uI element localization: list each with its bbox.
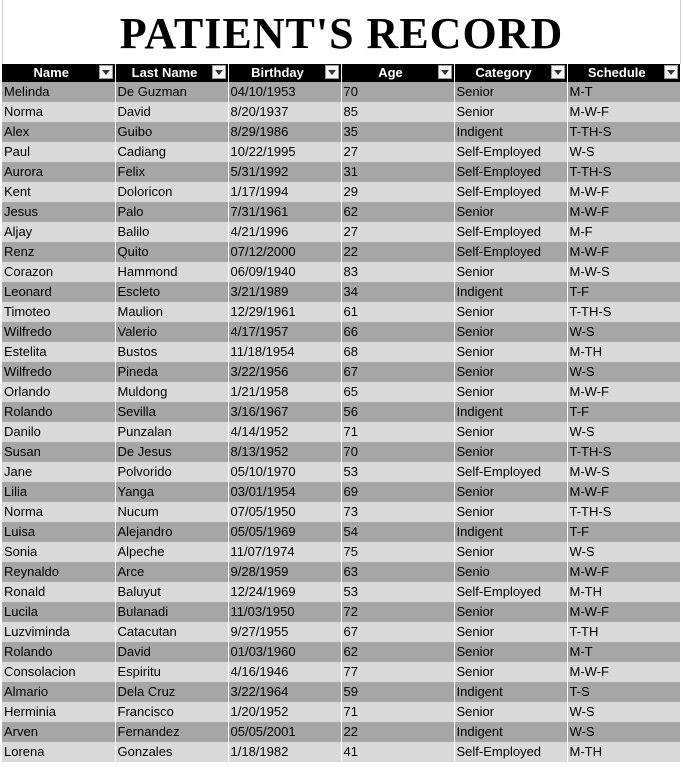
cell-name[interactable]: Alex: [2, 122, 115, 142]
cell-last-name[interactable]: Polvorido: [115, 462, 228, 482]
table-row: [2, 502, 680, 522]
cell-category[interactable]: Senior: [454, 362, 567, 382]
table-row: [2, 102, 680, 122]
table-row: [2, 642, 680, 662]
table-row: [2, 342, 680, 362]
cell-age[interactable]: 31: [341, 162, 454, 182]
cell-schedule[interactable]: M-W-F: [567, 242, 680, 262]
cell-schedule[interactable]: M-W-F: [567, 562, 680, 582]
cell-schedule[interactable]: T-F: [567, 522, 680, 542]
cell-last-name[interactable]: Maulion: [115, 302, 228, 322]
table-row: [2, 242, 680, 262]
table-row: [2, 122, 680, 142]
column-header-age: [341, 64, 454, 82]
cell-birthday[interactable]: 8/29/1986: [228, 122, 341, 142]
cell-age[interactable]: 63: [341, 562, 454, 582]
cell-name[interactable]: Norma: [2, 102, 115, 122]
cell-name[interactable]: Almario: [2, 682, 115, 702]
cell-category[interactable]: Senior: [454, 322, 567, 342]
cell-category[interactable]: Self-Employed: [454, 742, 567, 762]
cell-birthday[interactable]: 07/05/1950: [228, 502, 341, 522]
cell-last-name[interactable]: Bustos: [115, 342, 228, 362]
cell-name[interactable]: Orlando: [2, 382, 115, 402]
filter-dropdown-button-schedule[interactable]: [664, 65, 678, 79]
cell-age[interactable]: 53: [341, 462, 454, 482]
cell-last-name[interactable]: Punzalan: [115, 422, 228, 442]
cell-birthday[interactable]: 05/05/1969: [228, 522, 341, 542]
cell-category[interactable]: Indigent: [454, 722, 567, 742]
cell-age[interactable]: 56: [341, 402, 454, 422]
cell-last-name[interactable]: Arce: [115, 562, 228, 582]
cell-birthday[interactable]: 9/27/1955: [228, 622, 341, 642]
cell-last-name[interactable]: Alejandro: [115, 522, 228, 542]
table-row: [2, 662, 680, 682]
cell-age[interactable]: 67: [341, 362, 454, 382]
cell-category[interactable]: Indigent: [454, 522, 567, 542]
cell-last-name[interactable]: Pineda: [115, 362, 228, 382]
cell-birthday[interactable]: 3/21/1989: [228, 282, 341, 302]
cell-category[interactable]: Senior: [454, 502, 567, 522]
cell-last-name[interactable]: Felix: [115, 162, 228, 182]
cell-age[interactable]: 72: [341, 602, 454, 622]
cell-last-name[interactable]: Francisco: [115, 702, 228, 722]
cell-schedule[interactable]: W-S: [567, 542, 680, 562]
cell-schedule[interactable]: T-S: [567, 682, 680, 702]
cell-last-name[interactable]: Cadiang: [115, 142, 228, 162]
cell-name[interactable]: Aurora: [2, 162, 115, 182]
cell-category[interactable]: Self-Employed: [454, 222, 567, 242]
cell-age[interactable]: 77: [341, 662, 454, 682]
cell-last-name[interactable]: Muldong: [115, 382, 228, 402]
cell-schedule[interactable]: T-TH: [567, 622, 680, 642]
cell-category[interactable]: Senior: [454, 602, 567, 622]
cell-age[interactable]: 59: [341, 682, 454, 702]
cell-last-name[interactable]: David: [115, 102, 228, 122]
cell-schedule[interactable]: M-W-F: [567, 382, 680, 402]
cell-schedule[interactable]: M-W-F: [567, 662, 680, 682]
cell-schedule[interactable]: T-F: [567, 402, 680, 422]
cell-schedule[interactable]: M-T: [567, 82, 680, 102]
cell-last-name[interactable]: Espiritu: [115, 662, 228, 682]
cell-birthday[interactable]: 11/18/1954: [228, 342, 341, 362]
table-row: [2, 582, 680, 602]
cell-schedule[interactable]: T-F: [567, 282, 680, 302]
cell-age[interactable]: 66: [341, 322, 454, 342]
chevron-down-icon: [102, 70, 110, 75]
cell-last-name[interactable]: Gonzales: [115, 742, 228, 762]
cell-age[interactable]: 69: [341, 482, 454, 502]
cell-age[interactable]: 22: [341, 242, 454, 262]
cell-birthday[interactable]: 11/03/1950: [228, 602, 341, 622]
cell-category[interactable]: Senior: [454, 302, 567, 322]
cell-category[interactable]: Self-Employed: [454, 142, 567, 162]
table-body: [2, 82, 680, 762]
cell-birthday[interactable]: 1/21/1958: [228, 382, 341, 402]
cell-schedule[interactable]: T-TH-S: [567, 122, 680, 142]
cell-age[interactable]: 75: [341, 542, 454, 562]
column-header-birthday: [228, 64, 341, 82]
cell-schedule[interactable]: W-S: [567, 422, 680, 442]
table-row: [2, 422, 680, 442]
cell-age[interactable]: 67: [341, 622, 454, 642]
cell-category[interactable]: Indigent: [454, 122, 567, 142]
table-row: [2, 542, 680, 562]
patient-records-table: [2, 64, 680, 762]
cell-name[interactable]: Melinda: [2, 82, 115, 102]
table-row: [2, 622, 680, 642]
cell-schedule[interactable]: W-S: [567, 702, 680, 722]
table-row: [2, 202, 680, 222]
cell-schedule[interactable]: M-W-S: [567, 462, 680, 482]
cell-birthday[interactable]: 1/20/1952: [228, 702, 341, 722]
cell-category[interactable]: Indigent: [454, 402, 567, 422]
cell-schedule[interactable]: M-W-F: [567, 102, 680, 122]
cell-schedule[interactable]: M-TH: [567, 742, 680, 762]
cell-birthday[interactable]: 4/14/1952: [228, 422, 341, 442]
column-header-last-name: [115, 64, 228, 82]
cell-category[interactable]: Senior: [454, 382, 567, 402]
cell-age[interactable]: 73: [341, 502, 454, 522]
cell-category[interactable]: Senior: [454, 482, 567, 502]
cell-birthday[interactable]: 7/31/1961: [228, 202, 341, 222]
cell-birthday[interactable]: 12/24/1969: [228, 582, 341, 602]
chevron-down-icon: [215, 70, 223, 75]
table-row: [2, 602, 680, 622]
cell-age[interactable]: 29: [341, 182, 454, 202]
cell-birthday[interactable]: 05/10/1970: [228, 462, 341, 482]
cell-age[interactable]: 71: [341, 702, 454, 722]
cell-name[interactable]: Timoteo: [2, 302, 115, 322]
cell-schedule[interactable]: M-T: [567, 642, 680, 662]
cell-schedule[interactable]: T-TH-S: [567, 502, 680, 522]
cell-age[interactable]: 65: [341, 382, 454, 402]
filter-dropdown-button-category[interactable]: [551, 65, 565, 79]
chevron-down-icon: [328, 70, 336, 75]
cell-category[interactable]: Senior: [454, 82, 567, 102]
cell-age[interactable]: 22: [341, 722, 454, 742]
cell-name[interactable]: Leonard: [2, 282, 115, 302]
table-row: [2, 702, 680, 722]
cell-last-name[interactable]: Dela Cruz: [115, 682, 228, 702]
cell-last-name[interactable]: Escleto: [115, 282, 228, 302]
cell-name[interactable]: Herminia: [2, 702, 115, 722]
cell-last-name[interactable]: Fernandez: [115, 722, 228, 742]
cell-birthday[interactable]: 10/22/1995: [228, 142, 341, 162]
table-row: [2, 682, 680, 702]
cell-category[interactable]: Senior: [454, 262, 567, 282]
table-row: [2, 322, 680, 342]
cell-name[interactable]: Lucila: [2, 602, 115, 622]
cell-last-name[interactable]: Guibo: [115, 122, 228, 142]
cell-name[interactable]: Rolando: [2, 642, 115, 662]
cell-name[interactable]: Reynaldo: [2, 562, 115, 582]
chevron-down-icon: [441, 70, 449, 75]
cell-birthday[interactable]: 8/13/1952: [228, 442, 341, 462]
cell-category[interactable]: Senior: [454, 662, 567, 682]
cell-last-name[interactable]: Catacutan: [115, 622, 228, 642]
column-header-label: Age: [378, 65, 403, 80]
cell-name[interactable]: Lorena: [2, 742, 115, 762]
filter-dropdown-button-last-name[interactable]: [212, 65, 226, 79]
chevron-down-icon: [554, 70, 562, 75]
cell-birthday[interactable]: 4/21/1996: [228, 222, 341, 242]
filter-dropdown-button-birthday[interactable]: [325, 65, 339, 79]
cell-schedule[interactable]: M-F: [567, 222, 680, 242]
cell-schedule[interactable]: M-W-F: [567, 202, 680, 222]
column-header-label: Birthday: [251, 65, 304, 80]
cell-age[interactable]: 27: [341, 142, 454, 162]
cell-name[interactable]: Consolacion: [2, 662, 115, 682]
cell-last-name[interactable]: Sevilla: [115, 402, 228, 422]
page-title: PATIENT'S RECORD: [119, 9, 564, 58]
cell-age[interactable]: 70: [341, 442, 454, 462]
cell-age[interactable]: 54: [341, 522, 454, 542]
cell-birthday[interactable]: 07/12/2000: [228, 242, 341, 262]
cell-birthday[interactable]: 3/16/1967: [228, 402, 341, 422]
cell-last-name[interactable]: Alpeche: [115, 542, 228, 562]
cell-category[interactable]: Self-Employed: [454, 462, 567, 482]
cell-last-name[interactable]: Bulanadi: [115, 602, 228, 622]
column-header-name: [2, 64, 115, 82]
cell-birthday[interactable]: 3/22/1964: [228, 682, 341, 702]
cell-schedule[interactable]: W-S: [567, 322, 680, 342]
cell-category[interactable]: Self-Employed: [454, 182, 567, 202]
cell-age[interactable]: 53: [341, 582, 454, 602]
cell-schedule[interactable]: W-S: [567, 722, 680, 742]
cell-name[interactable]: Danilo: [2, 422, 115, 442]
cell-category[interactable]: Self-Employed: [454, 242, 567, 262]
filter-dropdown-button-age[interactable]: [438, 65, 452, 79]
cell-birthday[interactable]: 1/17/1994: [228, 182, 341, 202]
column-header-label: Category: [475, 65, 532, 80]
column-header-schedule: [567, 64, 680, 82]
filter-dropdown-button-name[interactable]: [99, 65, 113, 79]
cell-last-name[interactable]: Nucum: [115, 502, 228, 522]
cell-birthday[interactable]: 4/17/1957: [228, 322, 341, 342]
cell-age[interactable]: 68: [341, 342, 454, 362]
table-row: [2, 162, 680, 182]
table-row: [2, 442, 680, 462]
table-row: [2, 282, 680, 302]
cell-last-name[interactable]: Valerio: [115, 322, 228, 342]
cell-category[interactable]: Senior: [454, 422, 567, 442]
cell-name[interactable]: Arven: [2, 722, 115, 742]
cell-schedule[interactable]: M-W-F: [567, 482, 680, 502]
table-row: [2, 742, 680, 762]
table-row: [2, 182, 680, 202]
cell-category[interactable]: Self-Employed: [454, 582, 567, 602]
table-row: [2, 302, 680, 322]
cell-last-name[interactable]: David: [115, 642, 228, 662]
cell-name[interactable]: Jesus: [2, 202, 115, 222]
cell-category[interactable]: Senior: [454, 702, 567, 722]
cell-name[interactable]: Paul: [2, 142, 115, 162]
cell-age[interactable]: 70: [341, 82, 454, 102]
cell-birthday[interactable]: 5/31/1992: [228, 162, 341, 182]
cell-birthday[interactable]: 9/28/1959: [228, 562, 341, 582]
cell-birthday[interactable]: 1/18/1982: [228, 742, 341, 762]
cell-age[interactable]: 61: [341, 302, 454, 322]
cell-birthday[interactable]: 04/10/1953: [228, 82, 341, 102]
cell-name[interactable]: Jane: [2, 462, 115, 482]
cell-name[interactable]: Renz: [2, 242, 115, 262]
table-row: [2, 722, 680, 742]
table-row: [2, 82, 680, 102]
cell-name[interactable]: Sonia: [2, 542, 115, 562]
cell-category[interactable]: Senior: [454, 442, 567, 462]
cell-birthday[interactable]: 05/05/2001: [228, 722, 341, 742]
cell-last-name[interactable]: Doloricon: [115, 182, 228, 202]
cell-name[interactable]: Ronald: [2, 582, 115, 602]
table-row: [2, 562, 680, 582]
cell-last-name[interactable]: De Jesus: [115, 442, 228, 462]
cell-name[interactable]: Luisa: [2, 522, 115, 542]
cell-birthday[interactable]: 03/01/1954: [228, 482, 341, 502]
cell-schedule[interactable]: T-TH-S: [567, 162, 680, 182]
cell-age[interactable]: 62: [341, 202, 454, 222]
chevron-down-icon: [667, 70, 675, 75]
cell-age[interactable]: 83: [341, 262, 454, 282]
table-row: [2, 222, 680, 242]
cell-category[interactable]: Self-Employed: [454, 162, 567, 182]
cell-last-name[interactable]: Hammond: [115, 262, 228, 282]
table-row: [2, 462, 680, 482]
cell-birthday[interactable]: 3/22/1956: [228, 362, 341, 382]
cell-age[interactable]: 34: [341, 282, 454, 302]
cell-category[interactable]: Senior: [454, 102, 567, 122]
cell-age[interactable]: 41: [341, 742, 454, 762]
cell-birthday[interactable]: 12/29/1961: [228, 302, 341, 322]
cell-category[interactable]: Indigent: [454, 682, 567, 702]
table-row: [2, 262, 680, 282]
cell-schedule[interactable]: M-W-S: [567, 262, 680, 282]
cell-birthday[interactable]: 11/07/1974: [228, 542, 341, 562]
cell-age[interactable]: 71: [341, 422, 454, 442]
cell-name[interactable]: Aljay: [2, 222, 115, 242]
cell-age[interactable]: 62: [341, 642, 454, 662]
column-header-category: [454, 64, 567, 82]
cell-schedule[interactable]: T-TH-S: [567, 302, 680, 322]
table-row: [2, 402, 680, 422]
table-row: [2, 142, 680, 162]
cell-category[interactable]: Senior: [454, 622, 567, 642]
cell-name[interactable]: Susan: [2, 442, 115, 462]
cell-last-name[interactable]: De Guzman: [115, 82, 228, 102]
column-header-label: Last Name: [131, 65, 198, 80]
cell-name[interactable]: Wilfredo: [2, 362, 115, 382]
cell-category[interactable]: Senior: [454, 342, 567, 362]
cell-name[interactable]: Kent: [2, 182, 115, 202]
cell-last-name[interactable]: Palo: [115, 202, 228, 222]
cell-last-name[interactable]: Yanga: [115, 482, 228, 502]
cell-name[interactable]: Lilia: [2, 482, 115, 502]
table-row: [2, 362, 680, 382]
column-header-label: Schedule: [587, 65, 646, 80]
cell-age[interactable]: 27: [341, 222, 454, 242]
cell-birthday[interactable]: 8/20/1937: [228, 102, 341, 122]
cell-schedule[interactable]: W-S: [567, 142, 680, 162]
table-row: [2, 522, 680, 542]
cell-name[interactable]: Rolando: [2, 402, 115, 422]
table-header-row: [2, 64, 680, 82]
cell-birthday[interactable]: 06/09/1940: [228, 262, 341, 282]
cell-last-name[interactable]: Balilo: [115, 222, 228, 242]
cell-schedule[interactable]: M-TH: [567, 582, 680, 602]
cell-category[interactable]: Senior: [454, 642, 567, 662]
table-row: [2, 482, 680, 502]
cell-age[interactable]: 35: [341, 122, 454, 142]
cell-schedule[interactable]: M-TH: [567, 342, 680, 362]
cell-name[interactable]: Luzviminda: [2, 622, 115, 642]
cell-last-name[interactable]: Quito: [115, 242, 228, 262]
cell-category[interactable]: Senior: [454, 542, 567, 562]
cell-category[interactable]: Indigent: [454, 282, 567, 302]
cell-schedule[interactable]: W-S: [567, 362, 680, 382]
cell-name[interactable]: Norma: [2, 502, 115, 522]
cell-birthday[interactable]: 01/03/1960: [228, 642, 341, 662]
cell-category[interactable]: Senio: [454, 562, 567, 582]
cell-category[interactable]: Senior: [454, 202, 567, 222]
cell-name[interactable]: Corazon: [2, 262, 115, 282]
cell-name[interactable]: Estelita: [2, 342, 115, 362]
table-row: [2, 382, 680, 402]
cell-name[interactable]: Wilfredo: [2, 322, 115, 342]
cell-birthday[interactable]: 4/16/1946: [228, 662, 341, 682]
cell-schedule[interactable]: T-TH-S: [567, 442, 680, 462]
cell-schedule[interactable]: M-W-F: [567, 182, 680, 202]
cell-last-name[interactable]: Baluyut: [115, 582, 228, 602]
cell-age[interactable]: 85: [341, 102, 454, 122]
cell-schedule[interactable]: M-W-F: [567, 602, 680, 622]
column-header-label: Name: [33, 65, 69, 80]
